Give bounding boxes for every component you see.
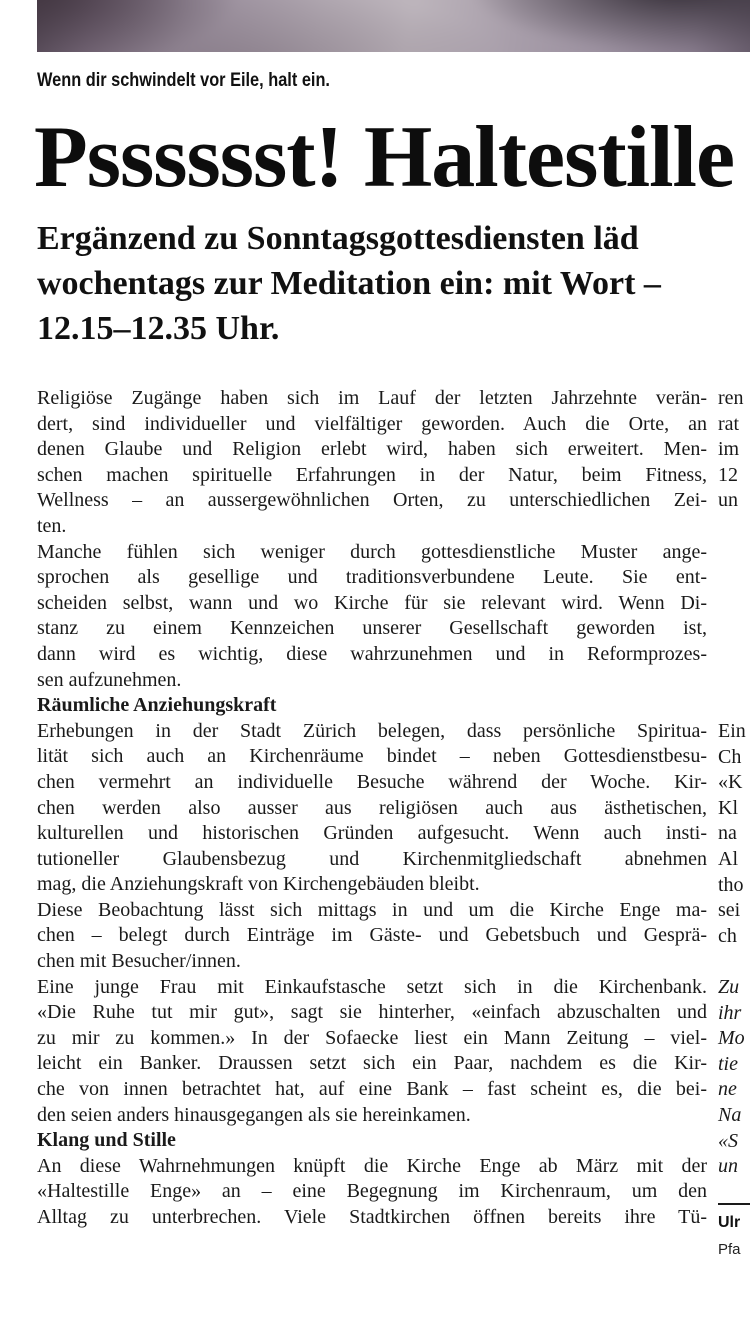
photo-caption: Wenn dir schwindelt vor Eile, halt ein. [37,70,330,91]
text-line-fragment: «K [718,771,743,794]
text-line: Eine junge Frau mit Einkaufstasche setzt sich in die Kirchenbank. [37,975,707,998]
text-line: dert, sind individueller und vielfältiger geworden. Auch die Orte, an [37,412,707,435]
right-column-italic-fragments [718,975,745,1180]
article-photo-blur [37,0,750,52]
text-line: Wellness – an aussergewöhnlichen Orten, zu unterschiedlichen Zei- [37,489,707,512]
text-line-fragment: Zu [718,976,740,998]
subhead-line: 12.15–12.35 Uhr. [37,310,280,347]
text-line: che von innen betrachtet hat, auf eine Bank – fast scheint es, die bei- [37,1078,707,1101]
text-line-fragment: tie [718,1052,738,1075]
text-line: zu mir zu kommen.» In der Sofaecke liest ein Mann Zeitung – viel- [37,1026,707,1049]
text-line-fragment: ihr [718,1001,742,1024]
subhead-line: wochentags zur Meditation ein: mit Wort – [37,265,661,302]
byline-role: Pfa [718,1241,741,1258]
text-line-fragment: Mo [718,1027,745,1050]
text-line: chen vermehrt an individuelle Besuche während der Woche. Kir- [37,770,707,793]
text-line-fragment: im [718,438,740,461]
text-line: tutioneller Glaubensbezug und Kirchenmitgliedschaft abnehmen [37,847,707,870]
text-line: chen werden also ausser aus religiösen auch aus ästhetischen, [37,796,707,819]
text-line: sen aufzunehmen. [37,668,182,691]
text-line: den seien anders hinausgegangen als sie hereinkamen. [37,1103,471,1126]
text-line: mag, die Anziehungskraft von Kirchengebäuden bleibt. [37,873,480,896]
text-line-fragment: ch [718,924,737,947]
text-line-fragment: Na [718,1103,742,1126]
byline-divider [718,1203,750,1205]
right-column-top-fragments [718,386,744,514]
text-line: chen mit Besucher/innen. [37,950,241,973]
text-line-fragment: un [718,1155,738,1178]
text-line: Diese Beobachtung lässt sich mittags in und um die Kirche Enge ma- [37,898,707,921]
text-line-fragment: rat [718,412,740,435]
text-line-fragment: Ch [718,745,742,768]
subhead-line: Ergänzend zu Sonntagsgottesdiensten läd [37,220,639,257]
text-line-fragment: «S [718,1129,738,1152]
text-line-fragment: sei [718,899,741,922]
text-line-fragment: tho [718,873,744,896]
text-line: chen – belegt durch Einträge im Gäste- und Gebetsbuch und Gesprä- [37,924,707,947]
text-line: denen Glaube und Religion erlebt wird, haben sich erweitert. Men- [37,438,707,461]
text-line-fragment: Ein [718,720,746,742]
right-column-middle-fragments [718,719,746,949]
text-line: Religiöse Zugänge haben sich im Lauf der letzten Jahrzehnte verän- [37,387,707,409]
text-line: scheiden selbst, wann und wo Kirche für sie relevant wird. Wenn Di- [37,591,707,614]
text-line-fragment: 12 [718,463,738,486]
text-line: schen machen spirituelle Erfahrungen in der Natur, beim Fitness, [37,463,707,486]
text-line: leicht ein Banker. Draussen setzt sich ein Paar, nachdem es die Kir- [37,1052,707,1075]
section-heading: Räumliche Anziehungskraft [37,694,277,717]
text-line: Manche fühlen sich weniger durch gottesdienstliche Muster ange- [37,540,707,563]
text-line: stanz zu einem Kennzeichen unserer Gesellschaft geworden ist, [37,617,707,640]
text-line: lität sich auch an Kirchenräume bindet – neben Gottesdienstbesu- [37,745,707,768]
text-line: kulturellen und historischen Gründen aufgesucht. Wenn auch insti- [37,822,707,845]
text-line-fragment: na [718,822,737,845]
subhead [37,216,750,351]
text-line-fragment: un [718,489,738,512]
article-photo [37,0,750,52]
byline-author: Ulr [718,1214,741,1231]
text-line-fragment: Al [718,847,738,870]
text-line: sprochen als gesellige und traditionsverbundene Leute. Sie ent- [37,566,707,589]
text-line: «Haltestille Enge» an – eine Begegnung im Kirchenraum, um den [37,1180,707,1203]
text-line-fragment: ne [718,1078,737,1101]
text-line: Alltag zu unterbrechen. Viele Stadtkirchen öffnen bereits ihre Tü- [37,1206,707,1228]
text-line: An diese Wahrnehmungen knüpft die Kirche Enge ab März mit der [37,1154,707,1177]
section-heading: Klang und Stille [37,1129,176,1152]
text-line: dann wird es wichtig, diese wahrzunehmen und in Reformprozes- [37,642,707,665]
headline: Psssssst! Haltestille [34,109,735,206]
text-line-fragment: Kl [718,796,738,819]
article-right-column-cut [718,0,750,1334]
text-line-fragment: ren [718,387,744,409]
text-line: ten. [37,514,67,537]
text-line: Erhebungen in der Stadt Zürich belegen, dass persönliche Spiritua- [37,719,707,742]
article-left-column [37,386,707,1231]
text-line: «Die Ruhe tut mir gut», sagt sie hinterher, «einfach abzuschalten und [37,1001,707,1024]
